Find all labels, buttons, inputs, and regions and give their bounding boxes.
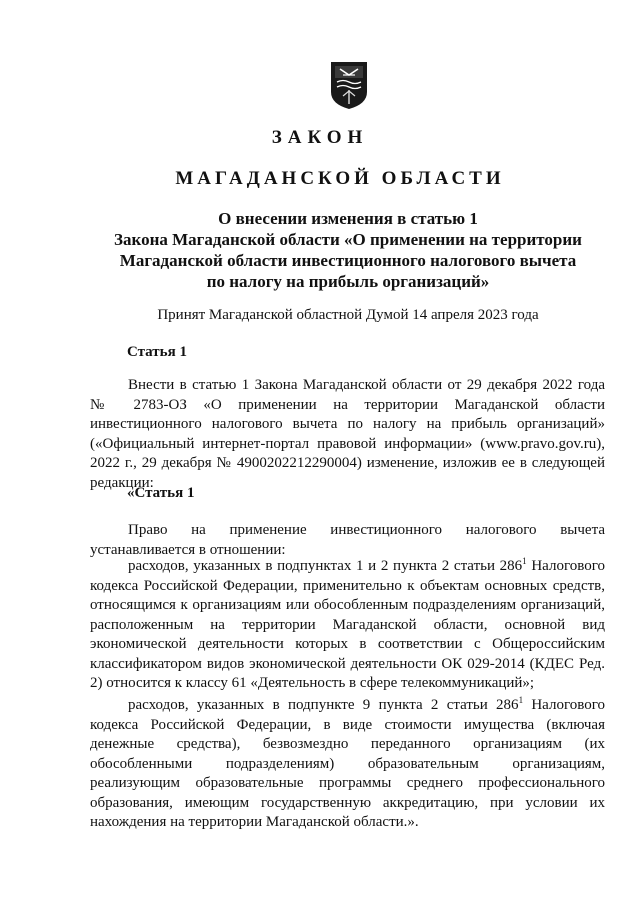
article-heading: Статья 1: [127, 344, 187, 360]
law-title-line: Закона Магаданской области «О применении на территории: [114, 230, 582, 249]
law-title-line: О внесении изменения в статью 1: [218, 209, 478, 228]
expenses-paragraph-1-start: расходов, указанных в подпунктах 1 и 2 пункта 2 статьи 286: [128, 558, 523, 574]
quoted-article-heading: «Статья 1: [127, 485, 195, 501]
law-title: [28, 208, 640, 292]
adoption-note: Принят Магаданской областной Думой 14 апреля 2023 года: [157, 307, 539, 323]
right-paragraph: Право на применение инвестиционного налогового вычета устанавливается в отношении:: [90, 522, 605, 558]
region-heading: МАГАДАНСКОЙ ОБЛАСТИ: [175, 168, 505, 189]
superscript: 1: [518, 695, 524, 705]
superscript: 1: [522, 556, 527, 566]
coat-of-arms-icon: [329, 60, 369, 110]
expenses-paragraph-2-end: Налогового кодекса Российской Федерации, в виде стоимости имущества (включая денежные средства), безвозмездно переданного организациям (их обособленными подразделениям) образовательным организациям, реализующим образовательные программы среднего профессионального образования, имеющим государственную аккредитацию, при условии их нахождения на территории Магаданской области.».: [90, 697, 605, 830]
law-title-line: по налогу на прибыль организаций»: [206, 272, 490, 291]
expenses-paragraph-1-end: Налогового кодекса Российской Федерации, применительно к объектам основных средств, относящимся к организациям или обособленным подразделениям организаций, расположенным на территории Магаданской области, основной вид экономической деятельности которых в соответствии с Общероссийским классификатором видов экономической деятельности ОК 029-2014 (КДЕС Ред. 2) относится к классу 61 «Деятельность в сфере телекоммуникаций»;: [90, 558, 605, 691]
law-title-line: Магаданской области инвестиционного налогового вычета: [119, 251, 577, 270]
expenses-paragraph-2-start: расходов, указанных в подпункте 9 пункта 2 статьи 286: [128, 697, 519, 713]
amendment-paragraph: Внести в статью 1 Закона Магаданской области от 29 декабря 2022 года № 2783-ОЗ «О применении на территории Магаданской области инвестиционного налогового вычета по налогу на прибыль организаций» («Официальный интернет-портал правовой информации» (www.pravo.gov.ru), 2022 г., 29 декабря № 4900202212290004) изменение, изложив ее в следующей редакции:: [90, 377, 605, 491]
expenses-paragraph-1: [90, 557, 605, 694]
expenses-paragraph-2: [90, 696, 605, 833]
law-heading: ЗАКОН: [271, 127, 369, 148]
